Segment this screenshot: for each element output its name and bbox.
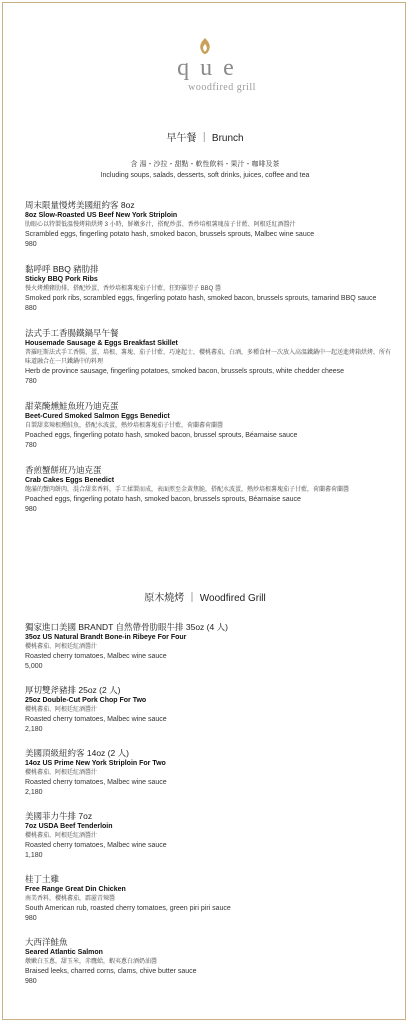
item-desc-en: Roasted cherry tomatoes, Malbec wine sauce xyxy=(25,716,167,723)
item-name-zh: 獨家進口美國 BRANDT 自然帶骨肋眼牛排 35oz (4 人) xyxy=(25,622,228,632)
item-name-en: 25oz Double-Cut Pork Chop For Two xyxy=(25,697,147,704)
brunch-intro-zh: 含 湯・沙拉・甜點・軟性飲料・果汁・咖啡及茶 xyxy=(130,161,280,168)
item-desc-zh: 肋眼心以特製低溫慢烤箱烘烤 3 小時，鮮嫩多汁，搭配炒蛋、香炒培根薯塊茄子甘藍、阿根廷紅酒醬汁 xyxy=(25,222,296,228)
brand-name: que xyxy=(177,55,245,81)
item-desc-en: Roasted cherry tomatoes, Malbec wine sauce xyxy=(25,779,167,786)
item-name-zh: 香煎蟹餅班乃迪克蛋 xyxy=(25,465,102,475)
brunch-intro xyxy=(0,159,410,181)
item-name-zh: 甜菜醃燻鮭魚班乃迪克蛋 xyxy=(25,401,119,411)
menu-item xyxy=(25,622,395,672)
item-desc-zh: 南美香料，櫻桃蕃茄，霹靂青辣醬 xyxy=(25,896,116,902)
menu-item xyxy=(25,937,395,987)
item-name-zh: 大西洋鮭魚 xyxy=(25,937,68,947)
item-price: 980 xyxy=(25,241,37,248)
item-desc-zh: 慢火烤燻豬肋排，搭配炒蛋、香炒培根薯塊茄子甘藍、狂野羅望子 BBQ 醬 xyxy=(25,286,222,292)
item-name-zh: 美國菲力牛排 7oz xyxy=(25,811,93,821)
menu-item xyxy=(25,328,395,387)
flame-icon xyxy=(199,38,211,54)
item-desc-en: Poached eggs, fingerling potato hash, smoked bacon, brussels sprouts, Béarnaise sauce xyxy=(25,496,301,503)
item-name-zh: 美國頂級紐約客 14oz (2 人) xyxy=(25,748,129,758)
grill-section-title: 原木燒烤 ｜ Woodfired Grill xyxy=(144,593,266,604)
item-name-en: Seared Atlantic Salmon xyxy=(25,949,103,956)
item-price: 880 xyxy=(25,305,37,312)
brunch-intro-en: Including soups, salads, desserts, soft drinks, juices, coffee and tea xyxy=(100,172,310,179)
item-desc-zh: 飽滿的蟹肉餅肉，混合甜菜香料，手工揉製而成，表面煎至金黃焦脆，搭配水波蛋，熱炒培根薯塊茄子甘藍，荷蘭蕃荷蘭醬 xyxy=(25,487,350,493)
item-price: 980 xyxy=(25,978,37,985)
logo xyxy=(0,38,410,94)
menu-item xyxy=(25,685,395,735)
item-price: 980 xyxy=(25,915,37,922)
item-name-en: Free Range Great Din Chicken xyxy=(25,886,126,893)
item-name-en: Beet-Cured Smoked Salmon Eggs Benedict xyxy=(25,413,170,420)
brunch-section-title: 早午餐 ｜ Brunch xyxy=(166,133,244,144)
item-name-zh: 桂丁土雞 xyxy=(25,874,60,884)
menu-item xyxy=(25,200,395,250)
item-price: 2,180 xyxy=(25,726,43,733)
item-desc-en: Braised leeks, charred corns, clams, chive butter sauce xyxy=(25,968,197,975)
item-desc-en: Roasted cherry tomatoes, Malbec wine sauce xyxy=(25,653,167,660)
item-desc-zh: 自製甜菜辣根燻鮭魚，搭配水波蛋，熱炒培根薯塊茄子甘藍，荷蘭蕃荷蘭醬 xyxy=(25,423,224,429)
menu-item xyxy=(25,874,395,924)
item-desc-en: Roasted cherry tomatoes, Malbec wine sauce xyxy=(25,842,167,849)
item-desc-zh: 普羅旺斯法式手工香腸、蛋、培根、薯塊、茄子甘藍、巧達起士，櫻桃蕃茄，白酒，多種食材一次放入高溫鐵鍋中一起送進烤箱烘烤，所有味道融合在一只鐵鍋中的料理 xyxy=(25,350,392,365)
item-desc-en: Poached eggs, fingerling potato hash, smoked bacon, brussel sprouts, Béarnaise sauce xyxy=(25,432,298,439)
item-price: 980 xyxy=(25,506,37,513)
item-name-en: 35oz US Natural Brandt Bone-in Ribeye For Four xyxy=(25,634,187,641)
item-desc-zh: 櫻桃蕃茄、阿根廷紅酒醬汁 xyxy=(25,833,98,839)
grill-items xyxy=(25,622,395,987)
menu-item xyxy=(25,465,395,515)
item-name-zh: 厚切雙斧豬排 25oz (2 人) xyxy=(25,685,121,695)
item-name-en: Housemade Sausage & Eggs Breakfast Skillet xyxy=(25,340,178,347)
menu-item xyxy=(25,264,395,314)
item-name-en: Crab Cakes Eggs Benedict xyxy=(25,477,115,484)
item-price: 780 xyxy=(25,442,37,449)
item-desc-en: Scrambled eggs, fingerling potato hash, smoked bacon, brussels sprouts, Malbec wine sauce xyxy=(25,231,315,238)
item-price: 780 xyxy=(25,378,37,385)
item-price: 5,000 xyxy=(25,663,43,670)
item-name-zh: 黏呼呼 BBQ 豬肋排 xyxy=(25,264,99,274)
brand-tagline: woodfired grill xyxy=(188,82,256,93)
item-name-en: 8oz Slow-Roasted US Beef New York Striploin xyxy=(25,212,178,219)
item-name-en: 7oz USDA Beef Tenderloin xyxy=(25,823,113,830)
menu-item xyxy=(25,811,395,861)
item-desc-zh: 櫻桃蕃茄、阿根廷紅酒醬汁 xyxy=(25,707,98,713)
brunch-items xyxy=(25,200,395,515)
menu-item xyxy=(25,748,395,798)
item-name-zh: 周末限量慢烤美國紐約客 8oz xyxy=(25,200,135,210)
menu-item xyxy=(25,401,395,451)
item-desc-zh: 燉嫩白玉蔥，甜玉米，赤鷹蛤，蝦夷蔥白酒奶油醬 xyxy=(25,959,158,965)
item-desc-en: Herb de province sausage, fingerling potatoes, smoked bacon, brussels sprouts, white chedder cheese xyxy=(25,368,345,375)
item-price: 2,180 xyxy=(25,789,43,796)
item-desc-en: South American rub, roasted cherry tomatoes, green piri piri sauce xyxy=(25,905,231,912)
item-desc-zh: 櫻桃蕃茄、阿根廷紅酒醬汁 xyxy=(25,770,98,776)
item-name-en: 14oz US Prime New York Striploin For Two xyxy=(25,760,166,767)
item-desc-en: Smoked pork ribs, scrambled eggs, fingerling potato hash, smoked bacon, brussels sprouts, tamarind BBQ sauce xyxy=(25,295,377,302)
item-name-zh: 法式手工香腸鐵鍋早午餐 xyxy=(25,328,119,338)
item-desc-zh: 櫻桃蕃茄、阿根廷紅酒醬汁 xyxy=(25,644,98,650)
item-price: 1,180 xyxy=(25,852,43,859)
item-name-en: Sticky BBQ Pork Ribs xyxy=(25,276,98,283)
